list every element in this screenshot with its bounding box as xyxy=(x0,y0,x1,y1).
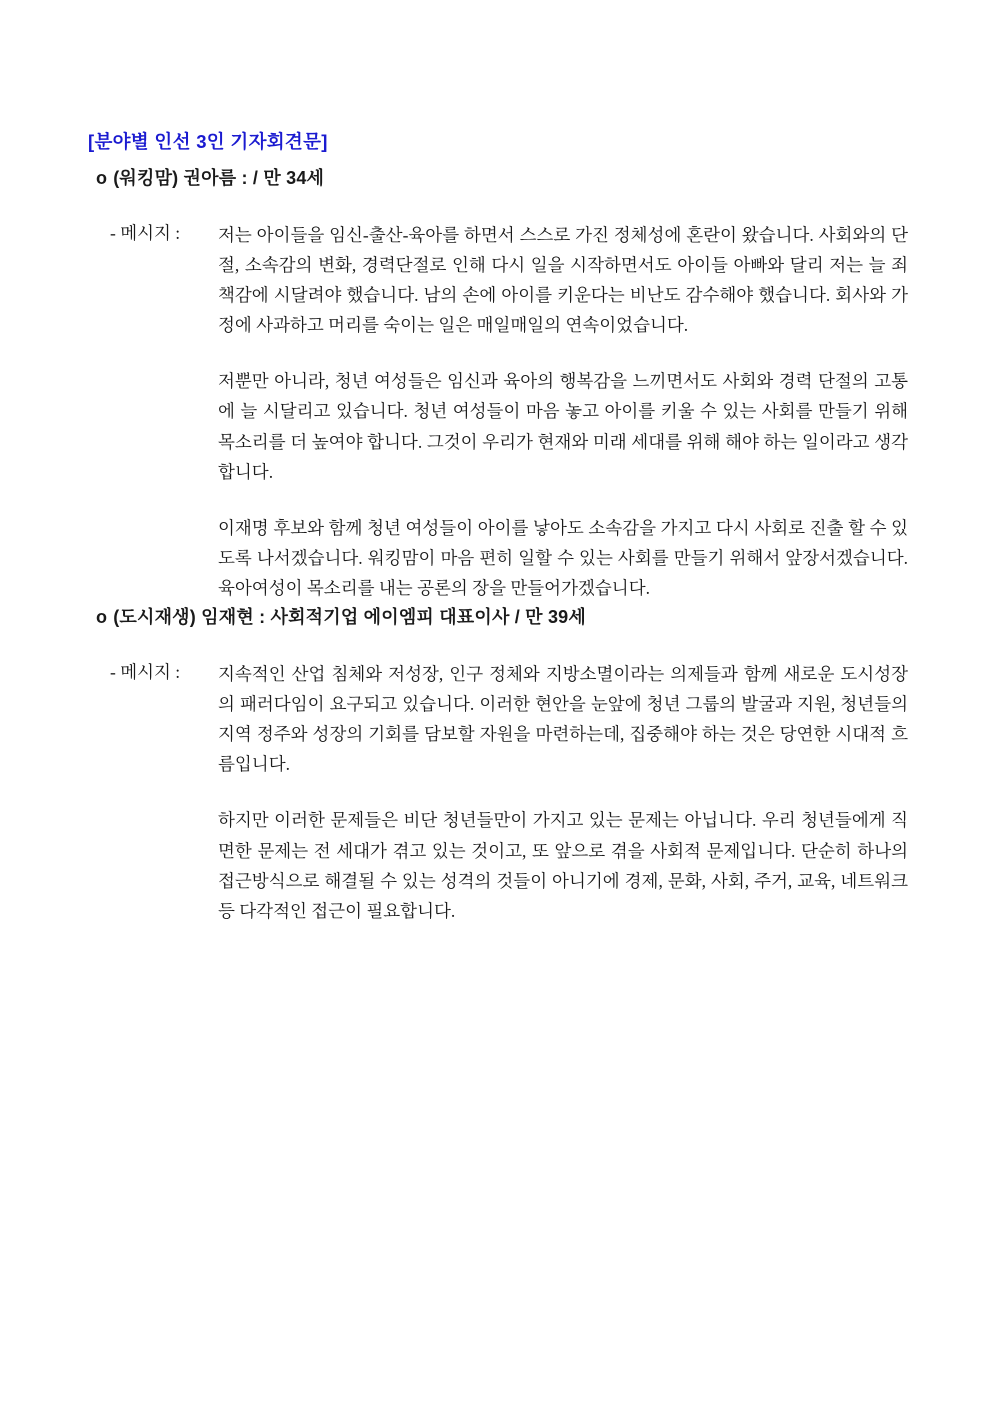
paragraph: 저는 아이들을 임신-출산-육아를 하면서 스스로 가진 정체성에 혼란이 왔습니다. 사회와의 단절, 소속감의 변화, 경력단절로 인해 다시 일을 시작하면서도 아이들 아빠와 달리 저는 늘 죄책감에 시달려야 했습니다. 남의 손에 아이를 키운다는 비난도 감수해야 했습니다. 회사와 가정에 사과하고 머리를 숙이는 일은 매일매일의 연속이었습니다. xyxy=(218,225,908,336)
message-label: - 메시지 : xyxy=(110,223,181,243)
person-heading xyxy=(96,603,922,629)
person-heading-text: (도시재생) 임재현 : 사회적기업 에이엠피 대표이사 / 만 39세 xyxy=(113,607,586,628)
person-heading xyxy=(96,164,922,190)
paragraph: 하지만 이러한 문제들은 비단 청년들만이 가지고 있는 문제는 아닙니다. 우리 청년들에게 직면한 문제는 전 세대가 겪고 있는 것이고, 또 앞으로 겪을 사회적 문제입니다. 단순히 하나의 접근방식으로 해결될 수 있는 성격의 것들이 아니기에 경제, 문화, 사회, 주거, 교육, 네트워크 등 다각적인 접근이 필요합니다. xyxy=(218,810,908,921)
message-block xyxy=(88,220,922,603)
page-title: [분야별 인선 3인 기자회견문] xyxy=(88,131,328,152)
bullet-marker: o xyxy=(96,607,108,628)
section-working-mom xyxy=(88,164,922,603)
message-label: - 메시지 : xyxy=(110,662,181,683)
message-body xyxy=(218,220,922,603)
person-heading-text: (워킹맘) 권아름 : / 만 34세 xyxy=(113,168,325,188)
paragraph: 이재명 후보와 함께 청년 여성들이 아이를 낳아도 소속감을 가지고 다시 사회로 진출 할 수 있도록 나서겠습니다. 워킹맘이 마음 편히 일할 수 있는 사회를 만들기 위해서 앞장서겠습니다. 육아여성이 목소리를 내는 공론의 장을 만들어가겠습니다. xyxy=(218,517,908,598)
paragraph: 지속적인 산업 침체와 저성장, 인구 정체와 지방소멸이라는 의제들과 함께 새로운 도시성장의 패러다임이 요구되고 있습니다. 이러한 현안을 눈앞에 청년 그룹의 발굴과 지원, 청년들의 지역 정주와 성장의 기회를 담보할 자원을 마련하는데, 집중해야 하는 것은 당연한 시대적 흐름입니다. xyxy=(218,664,908,775)
section-urban-regeneration xyxy=(88,603,922,926)
message-body xyxy=(218,659,922,926)
message-block xyxy=(88,659,922,926)
bullet-marker: o xyxy=(96,168,108,188)
paragraph: 저뿐만 아니라, 청년 여성들은 임신과 육아의 행복감을 느끼면서도 사회와 경력 단절의 고통에 늘 시달리고 있습니다. 청년 여성들이 마음 놓고 아이를 키울 수 있는 사회를 만들기 위해 목소리를 더 높여야 합니다. 그것이 우리가 현재와 미래 세대를 위해 해야 하는 일이라고 생각합니다. xyxy=(218,371,908,482)
